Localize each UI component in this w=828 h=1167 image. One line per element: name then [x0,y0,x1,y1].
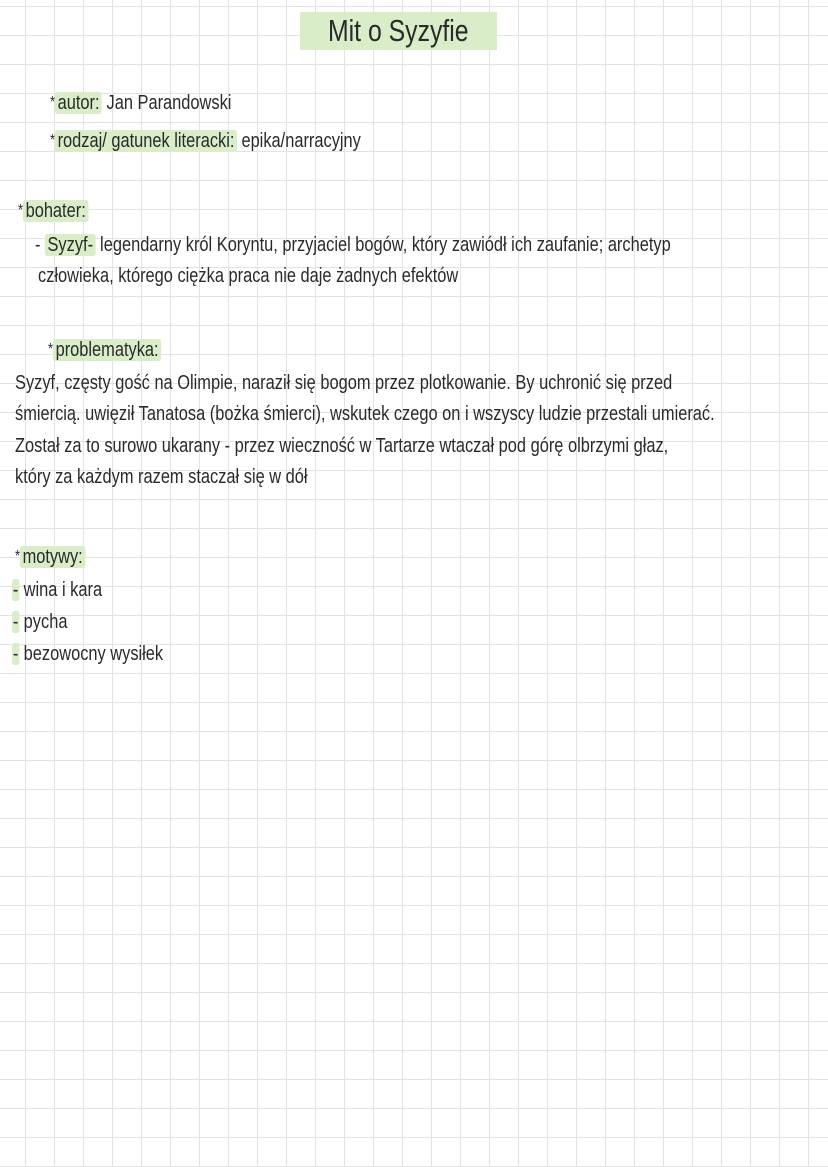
motifs-label: motywy: [20,546,85,568]
author-value: Jan Parandowski [106,92,232,114]
hero-desc: legendarny król Koryntu, przyjaciel bogów, który zawiódł ich zaufanie; archetyp [100,234,671,256]
motifs-heading: * motywy: [15,545,85,569]
problems-heading: * problematyka: [48,338,161,362]
genre-label: rodzaj/ gatunek literacki: [55,130,237,152]
hero-heading: * bohater: [18,199,88,223]
problems-label: problematyka: [53,339,161,361]
motif-text: bezowocny wysiłek [23,643,164,665]
author-label: autor: [55,92,102,114]
page-title: Mit o Syzyfie [328,13,469,48]
hero-line-2: człowieka, którego ciężka praca nie daje żadnych efektów [38,265,459,287]
motif-item: - bezowocny wysiłek [12,643,164,665]
hero-line-1: - Syzyf- legendarny król Koryntu, przyjaciel bogów, który zawiódł ich zaufanie; archetyp [35,234,671,256]
motif-text: wina i kara [23,579,103,601]
problems-line: który za każdym razem staczał się w dół [15,466,308,488]
problems-line: Został za to surowo ukarany - przez wieczność w Tartarze wtaczał pod górę olbrzymi głaz, [15,435,669,457]
hero-label: bohater: [23,200,88,222]
author-line: * autor: Jan Parandowski [50,92,232,114]
hero-name: Syzyf- [45,234,95,256]
motif-text: pycha [23,611,68,633]
problems-line: śmiercią. uwięził Tanatosa (bożka śmierci), wskutek czego on i wszyscy ludzie przestali umierać. [15,403,715,425]
motif-item: - wina i kara [12,579,103,601]
page-title-highlight [300,12,497,50]
genre-line: * rodzaj/ gatunek literacki: epika/narracyjny [50,130,361,152]
genre-value: epika/narracyjny [241,130,361,152]
motif-item: - pycha [12,611,68,633]
problems-line: Syzyf, częsty gość na Olimpie, naraził się bogom przez plotkowanie. By uchronić się przed [15,372,673,394]
